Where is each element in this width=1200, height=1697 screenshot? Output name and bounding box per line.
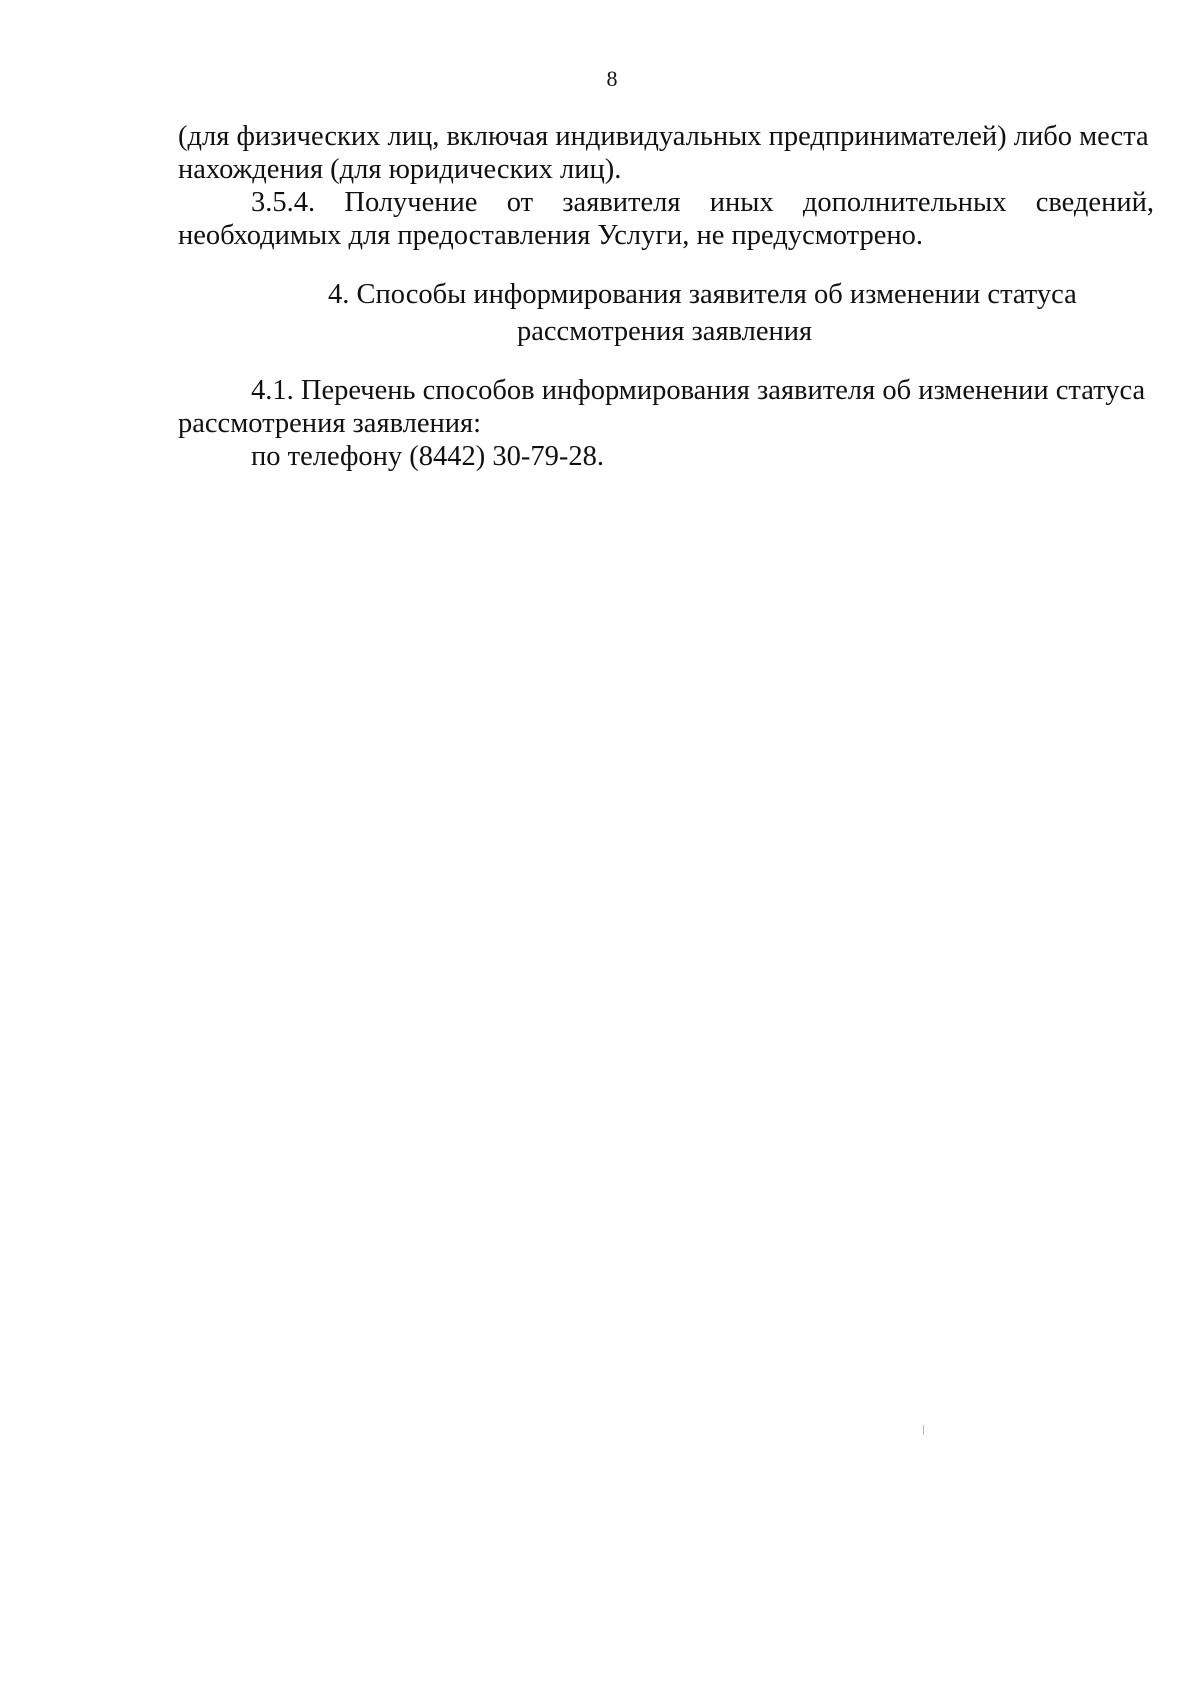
paragraph-4-1 <box>178 374 1154 473</box>
page-number: 8 <box>606 66 618 91</box>
paragraph-line: (для физических лиц, включая индивидуальных предпринимателей) либо места <box>178 121 1149 152</box>
word: дополнительных <box>802 187 1007 218</box>
paragraph-3-5-4 <box>178 186 1154 252</box>
word: иных <box>709 187 774 218</box>
word: 3.5.4. <box>251 187 316 218</box>
section-title-line: 4. Способы информирования заявителя об изменении статуса <box>328 279 1077 310</box>
word: от <box>506 187 534 218</box>
scan-speck <box>923 1425 924 1435</box>
paragraph-line: по телефону (8442) 30-79-28. <box>251 441 605 472</box>
paragraph-continuation <box>178 120 1154 186</box>
section-title-line: рассмотрения заявления <box>517 316 813 347</box>
paragraph-line: необходимых для предоставления Услуги, не предусмотрено. <box>178 220 923 251</box>
section-heading <box>178 276 1154 350</box>
paragraph-line: 4.1. Перечень способов информирования заявителя об изменении статуса <box>251 375 1146 406</box>
justified-line <box>178 186 1154 219</box>
paragraph-line: рассмотрения заявления: <box>178 408 482 439</box>
word: заявителя <box>562 187 681 218</box>
paragraph-line: нахождения (для юридических лиц). <box>178 154 622 185</box>
word: Получение <box>344 187 478 218</box>
word: сведений, <box>1035 187 1154 218</box>
